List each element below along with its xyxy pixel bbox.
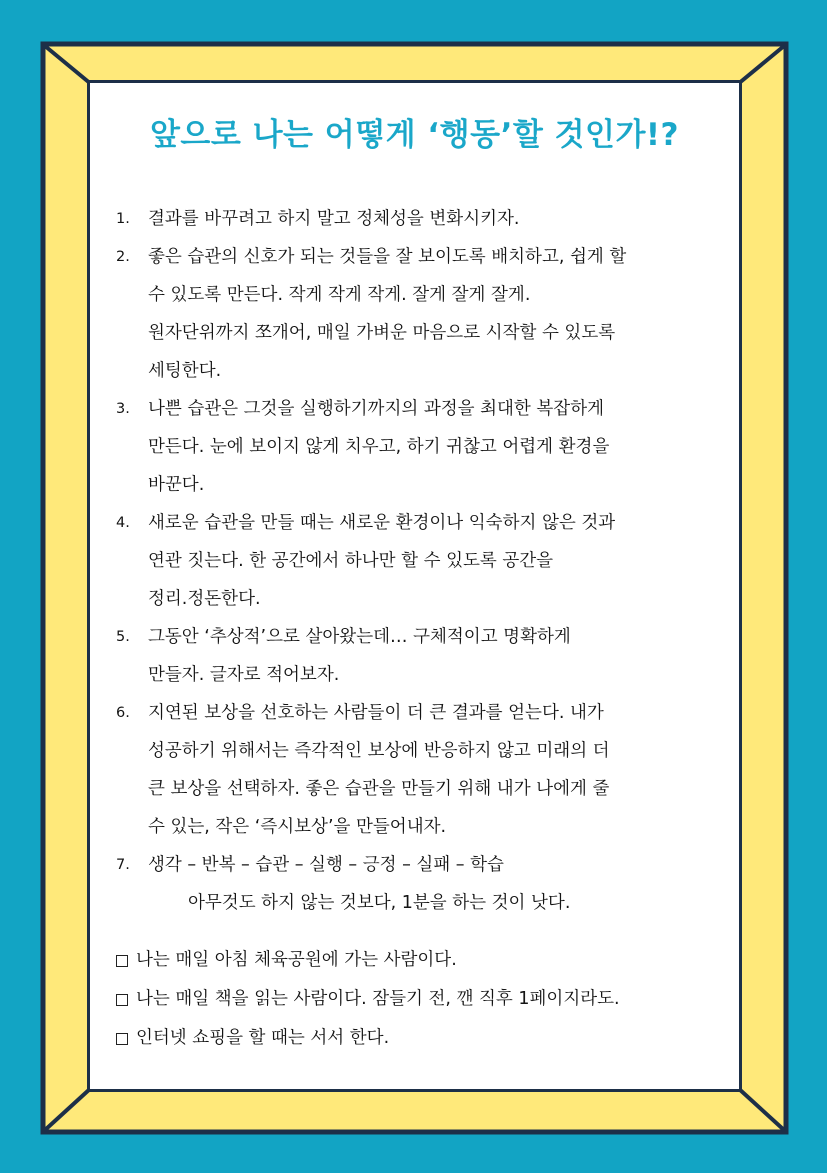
text-line: 나쁜 습관은 그것을 실행하기까지의 과정을 최대한 복잡하게 [148,399,604,419]
checklist-item [116,1019,736,1058]
item-number: 6. [116,705,130,721]
item-text [148,390,728,504]
checklist-text: 인터넷 쇼핑을 할 때는 서서 한다. [136,1028,390,1048]
list-item [116,390,728,504]
text-line: 바꾼다. [148,475,205,495]
item-text [148,694,728,846]
checklist-text: 나는 매일 아침 체육공원에 가는 사람이다. [136,950,457,970]
text-line: 지연된 보상을 선호하는 사람들이 더 큰 결과를 얻는다. 내가 [148,703,604,723]
checklist [116,941,736,1058]
list-item [116,200,728,238]
item-text [148,846,728,922]
list-item [116,504,728,618]
text-line: 생각 – 반복 – 습관 – 실행 – 긍정 – 실패 – 학습 [148,855,504,875]
text-line: 새로운 습관을 만들 때는 새로운 환경이나 익숙하지 않은 것과 [148,513,616,533]
checklist-item [116,980,736,1019]
item-text [148,238,728,390]
checkbox-square-icon [116,994,128,1006]
text-line: 결과를 바꾸려고 하지 말고 정체성을 변화시키자. [148,209,520,229]
item-number: 3. [116,401,130,417]
item-subline: 아무것도 하지 않는 것보다, 1분을 하는 것이 낫다. [188,893,571,913]
item-number: 7. [116,857,130,873]
text-line: 세팅한다. [148,361,222,381]
text-line: 큰 보상을 선택하자. 좋은 습관을 만들기 위해 내가 나에게 줄 [148,779,610,799]
text-line: 만들자. 글자로 적어보자. [148,665,340,685]
checklist-item [116,941,736,980]
checklist-text: 나는 매일 책을 읽는 사람이다. 잠들기 전, 깬 직후 1페이지라도. [136,989,620,1009]
item-number: 4. [116,515,130,531]
document-page [90,83,739,1089]
checkbox-square-icon [116,955,128,967]
text-line: 원자단위까지 쪼개어, 매일 가벼운 마음으로 시작할 수 있도록 [148,323,616,343]
list-item [116,694,728,846]
page-title: 앞으로 나는 어떻게 ‘행동’할 것인가!? [149,117,680,153]
text-line: 정리.정돈한다. [148,589,261,609]
action-list [116,200,728,922]
list-item [116,238,728,390]
text-line: 수 있도록 만든다. 작게 작게 작게. 잘게 잘게 잘게. [148,285,531,305]
item-text [148,200,728,238]
text-line: 연관 짓는다. 한 공간에서 하나만 할 수 있도록 공간을 [148,551,554,571]
text-line: 그동안 ‘추상적’으로 살아왔는데… 구체적이고 명확하게 [148,627,571,647]
text-line: 성공하기 위해서는 즉각적인 보상에 반응하지 않고 미래의 더 [148,741,610,761]
item-number: 5. [116,629,130,645]
text-line: 수 있는, 작은 ‘즉시보상’을 만들어내자. [148,817,447,837]
list-item [116,846,728,922]
item-number: 1. [116,211,130,227]
text-line: 좋은 습관의 신호가 되는 것들을 잘 보이도록 배치하고, 쉽게 할 [148,247,627,267]
checkbox-square-icon [116,1033,128,1045]
text-line: 만든다. 눈에 보이지 않게 치우고, 하기 귀찮고 어렵게 환경을 [148,437,610,457]
item-text [148,504,728,618]
list-item [116,618,728,694]
item-number: 2. [116,249,130,265]
item-text [148,618,728,694]
